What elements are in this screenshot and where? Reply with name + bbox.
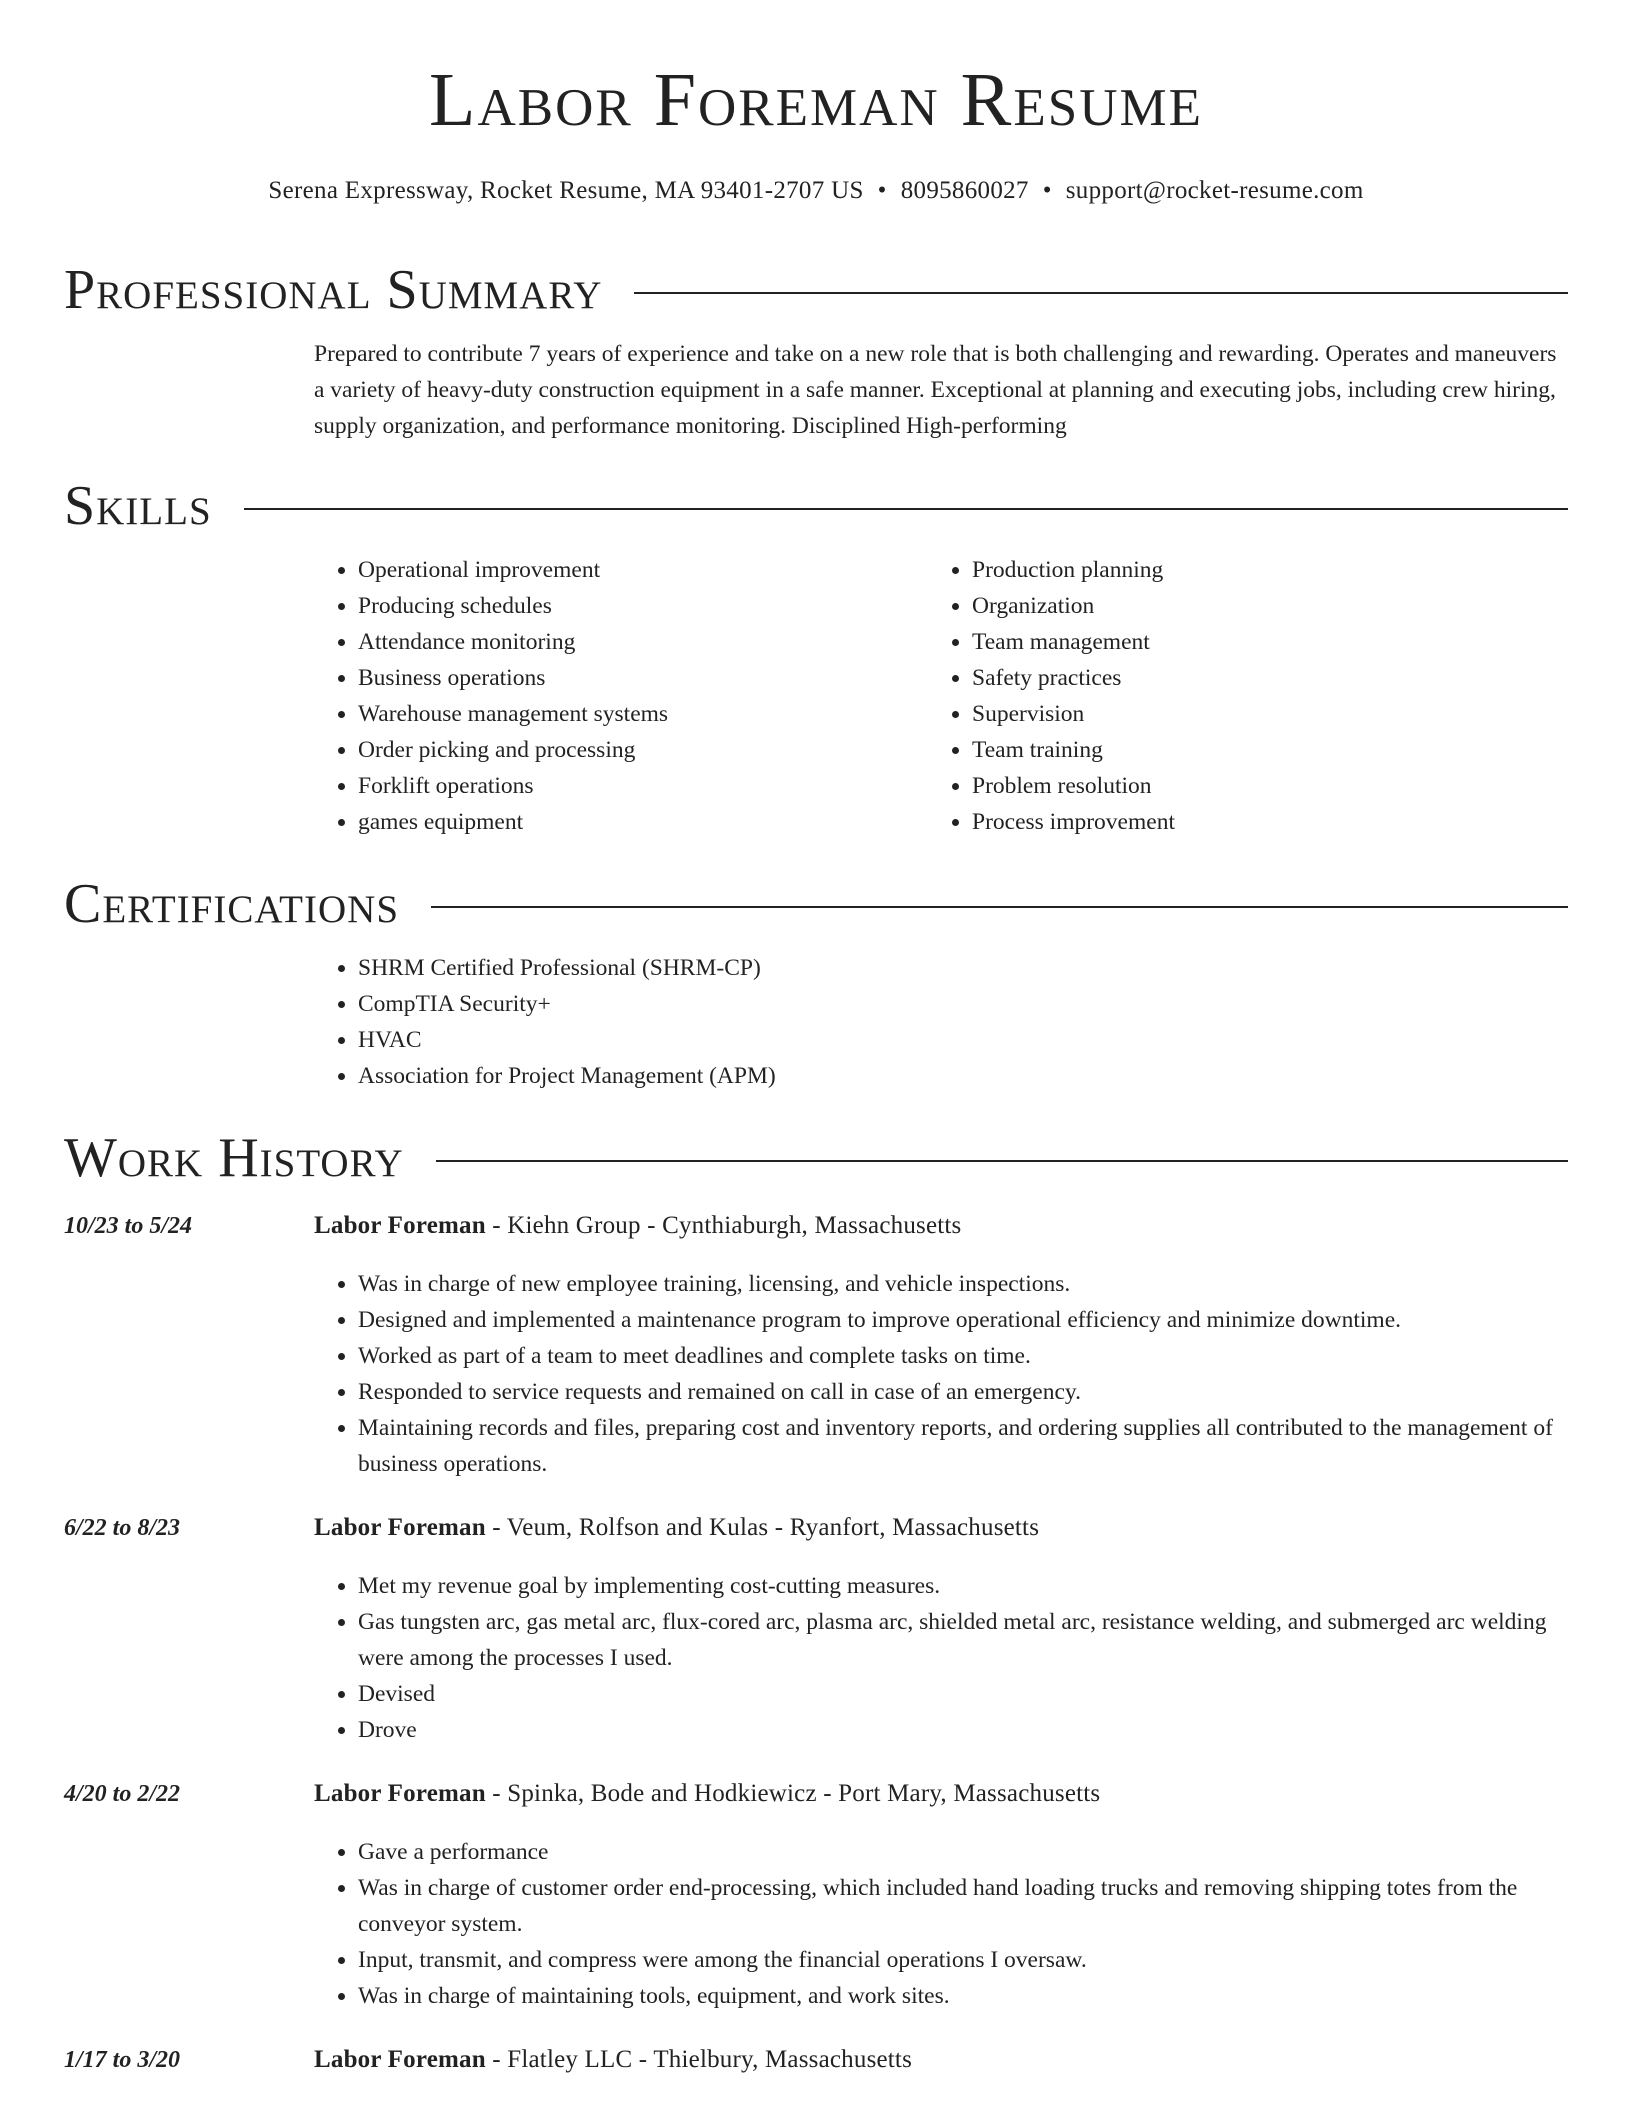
skills-list-left [314, 552, 914, 840]
contact-address: Serena Expressway, Rocket Resume, MA 93401-2707 US [268, 177, 864, 204]
skills-right-column [928, 552, 1528, 840]
contact-separator: • [1042, 177, 1052, 204]
job-duties-list [314, 1266, 1564, 1482]
job-title: Labor Foreman [314, 1780, 486, 1807]
job-title: Labor Foreman [314, 1212, 486, 1239]
skill-item: • Supervision [972, 696, 1528, 732]
job-title: Labor Foreman [314, 1514, 486, 1541]
job-header [314, 1780, 1100, 1808]
skill-item: • Warehouse management systems [358, 696, 914, 732]
job-duties [314, 1834, 1564, 2014]
section-divider [436, 1160, 1568, 1162]
skill-item: • Business operations [358, 660, 914, 696]
skill-item: • Order picking and processing [358, 732, 914, 768]
job-header [314, 1212, 961, 1240]
skill-item: • Attendance monitoring [358, 624, 914, 660]
summary-section-header [64, 259, 1568, 321]
job-duty-item: • Was in charge of maintaining tools, equipment, and work sites. [358, 1978, 1564, 2014]
section-title-certifications: Certifications [64, 873, 400, 935]
skills-left-column [314, 552, 914, 840]
job-dates: 6/22 to 8/23 [64, 1515, 181, 1541]
job-employer-location: - Flatley LLC - Thielbury, Massachusetts [485, 2046, 913, 2073]
job-employer-location: - Spinka, Bode and Hodkiewicz - Port Mary, Massachusetts [485, 1780, 1101, 1807]
job-duty-item: • Was in charge of customer order end-processing, which included hand loading trucks and removing shipping totes from the conveyor system. [358, 1870, 1564, 1942]
contact-line [0, 177, 1632, 205]
section-divider [431, 906, 1568, 908]
job-title: Labor Foreman [314, 2046, 486, 2073]
contact-separator: • [877, 177, 887, 204]
skill-item: • Process improvement [972, 804, 1528, 840]
job-dates: 4/20 to 2/22 [64, 1781, 181, 1807]
skill-item: • Team training [972, 732, 1528, 768]
certification-item: • HVAC [358, 1022, 1564, 1058]
skill-item: • Operational improvement [358, 552, 914, 588]
job-duty-item: • Responded to service requests and remained on call in case of an emergency. [358, 1374, 1564, 1410]
skill-item: • Problem resolution [972, 768, 1528, 804]
job-duty-item: • Gave a performance [358, 1834, 1564, 1870]
certifications-list [314, 950, 1564, 1094]
job-header [314, 2046, 912, 2074]
job-duty-item: • Drove [358, 1712, 1564, 1748]
section-title-summary: Professional Summary [64, 259, 603, 321]
job-duties [314, 1568, 1564, 1748]
contact-phone: 8095860027 [900, 177, 1029, 204]
job-duties [314, 1266, 1564, 1482]
skill-item: • Safety practices [972, 660, 1528, 696]
job-duty-item: • Gas tungsten arc, gas metal arc, flux-cored arc, plasma arc, shielded metal arc, resistance welding, and submerged arc welding were among the processes I used. [358, 1604, 1564, 1676]
job-duty-item: • Devised [358, 1676, 1564, 1712]
job-duty-item: • Maintaining records and files, preparing cost and inventory reports, and ordering supplies all contributed to the management of business operations. [358, 1410, 1564, 1482]
skill-item: • Team management [972, 624, 1528, 660]
job-duty-item: • Input, transmit, and compress were among the financial operations I oversaw. [358, 1942, 1564, 1978]
job-dates: 10/23 to 5/24 [64, 1213, 193, 1239]
skills-list-right [928, 552, 1528, 840]
work-history-section-header [64, 1127, 1568, 1189]
job-header [314, 1514, 1039, 1542]
certifications-block [314, 950, 1564, 1094]
certification-item: • Association for Project Management (APM) [358, 1058, 1564, 1094]
certification-item: • SHRM Certified Professional (SHRM-CP) [358, 950, 1564, 986]
skill-item: • Producing schedules [358, 588, 914, 624]
job-duties-list [314, 1834, 1564, 2014]
section-divider [244, 508, 1568, 510]
job-duty-item: • Met my revenue goal by implementing cost-cutting measures. [358, 1568, 1564, 1604]
section-title-skills: Skills [64, 475, 212, 537]
contact-email: support@rocket-resume.com [1065, 177, 1364, 204]
job-employer-location: - Kiehn Group - Cynthiaburgh, Massachusetts [485, 1212, 962, 1239]
job-duties-list [314, 1568, 1564, 1748]
job-employer-location: - Veum, Rolfson and Kulas - Ryanfort, Massachusetts [485, 1514, 1040, 1541]
job-duty-item: • Was in charge of new employee training, licensing, and vehicle inspections. [358, 1266, 1564, 1302]
summary-text: Prepared to contribute 7 years of experience and take on a new role that is both challenging and rewarding. Operates and maneuvers a variety of heavy-duty construction equipment in a safe manner. Exceptional at planning and executing jobs, including crew hiring, supply organization, and performance monitoring. Disciplined High-performing [314, 341, 1557, 439]
skills-section-header [64, 475, 1568, 537]
skill-item: • Organization [972, 588, 1528, 624]
certification-item: • CompTIA Security+ [358, 986, 1564, 1022]
resume-title: Labor Foreman Resume [429, 58, 1203, 142]
job-duty-item: • Designed and implemented a maintenance program to improve operational efficiency and minimize downtime. [358, 1302, 1564, 1338]
certifications-section-header [64, 873, 1568, 935]
job-dates: 1/17 to 3/20 [64, 2047, 181, 2073]
skill-item: • Production planning [972, 552, 1528, 588]
skill-item: • games equipment [358, 804, 914, 840]
section-divider [634, 292, 1568, 294]
skill-item: • Forklift operations [358, 768, 914, 804]
section-title-work-history: Work History [64, 1127, 404, 1189]
job-duty-item: • Worked as part of a team to meet deadlines and complete tasks on time. [358, 1338, 1564, 1374]
